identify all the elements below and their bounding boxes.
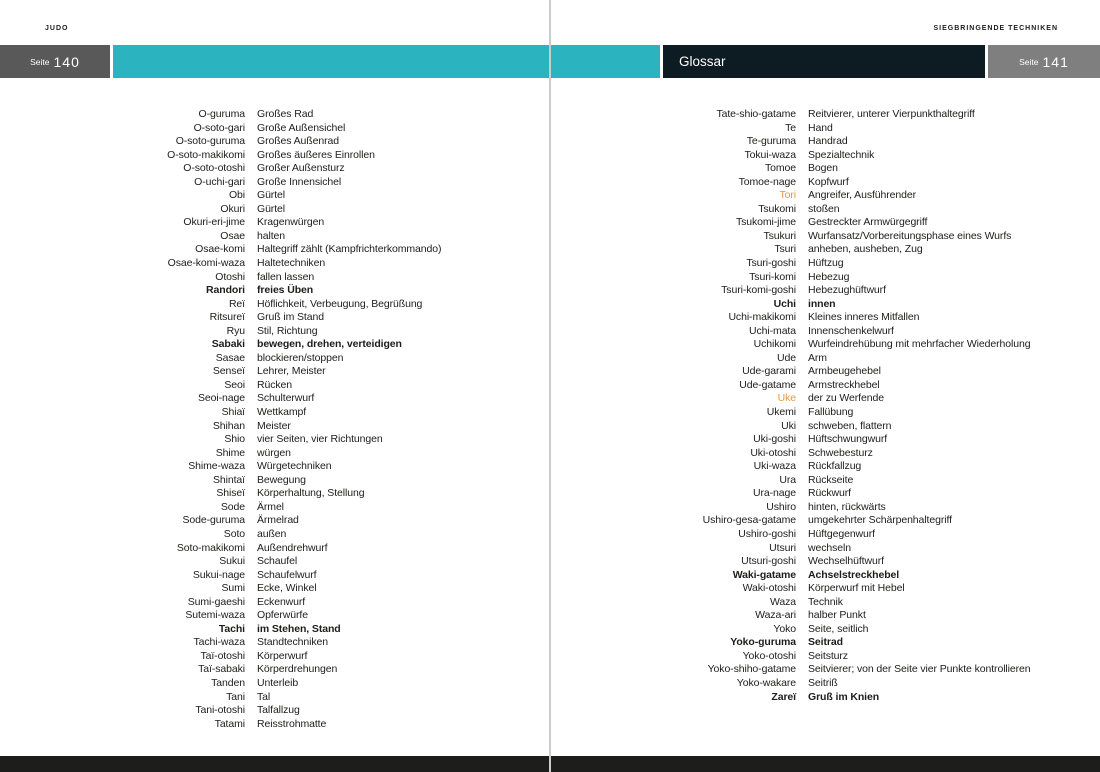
glossary-definition: Armbeugehebel [808,365,881,378]
glossary-row [0,108,545,122]
glossary-definition: Gruß im Knien [808,690,880,703]
glossary-term: Taï-sabaki [198,663,245,676]
glossary-definition: Schaufel [257,555,298,568]
glossary-term: Ura-nage [753,487,796,500]
glossary-term: Sukui [219,555,245,568]
glossary-row [0,718,545,732]
glossary-definition: Gürtel [257,189,285,202]
glossary-term: Uki-goshi [753,433,796,446]
glossary-term: Sukui-nage [192,568,245,581]
glossary-definition: Unterleib [257,676,299,689]
glossary-term: Ude [777,351,796,364]
glossary-definition: Gestreckter Armwürgegriff [808,216,928,229]
glossary-row [551,501,1096,515]
page-number-right: 141 [1042,53,1069,70]
glossary-definition: Technik [808,595,843,608]
glossary-row [551,528,1096,542]
glossary-definition: Ecke, Winkel [257,582,317,595]
glossary-term: Ushiro-goshi [738,527,796,540]
glossary-definition: Armstreckhebel [808,378,880,391]
glossary-definition: der zu Werfende [808,392,884,405]
glossary-definition: Seitvierer; von der Seite vier Punkte kontrollieren [808,663,1031,676]
glossary-definition: Würgetechniken [257,460,332,473]
glossary-term: Tsukomi [758,202,796,215]
glossary-term: Ude-garami [742,365,796,378]
glossary-term: Shiseï [216,487,245,500]
glossary-definition: würgen [257,446,291,459]
glossary-term: Shio [224,433,245,446]
glossary-definition: Fallübung [808,406,854,419]
glossary-definition: stoßen [808,202,840,215]
glossary-definition: Rückfallzug [808,460,862,473]
glossary-definition: Bewegung [257,473,306,486]
glossary-term: Okuri [220,202,245,215]
glossary-row [551,257,1096,271]
glossary-term: Yoko [773,622,796,635]
glossary-term: Te-guruma [746,135,796,148]
glossary-definition: Hüftgegenwurf [808,527,875,540]
glossary-term: Waza [769,595,796,608]
glossary-term: Shiaï [221,406,245,419]
glossary-row [0,149,545,163]
glossary-row [551,555,1096,569]
running-head-right: SIEGBRINGENDE TECHNIKEN [933,25,1058,32]
glossary-term: Waza-ari [755,609,796,622]
glossary-definition: blockieren/stoppen [257,351,344,364]
glossary-definition: Gruß im Stand [257,311,324,324]
glossary-term: Ushiro-gesa-gatame [702,514,796,527]
glossary-term: Tsukomi-jime [735,216,796,229]
glossary-definition: Innenschenkelwurf [808,324,894,337]
page-number-box-left [0,45,110,78]
glossary-term: Yoko-guruma [730,636,796,649]
glossary-row [551,176,1096,190]
glossary-definition: Spezialtechnik [808,148,875,161]
glossary-term: O-guruma [198,108,245,120]
glossary-row [0,162,545,176]
glossary-term: Uki-waza [753,460,796,473]
glossary-row [0,311,545,325]
glossary-term: Waki-otoshi [742,582,796,595]
glossary-term: Ushiro [766,500,796,513]
glossary-term: Uki-otoshi [750,446,796,459]
glossary-term: Tanden [211,676,245,689]
glossary-term: Ukemi [766,406,796,419]
glossary-term: Ura [779,473,796,486]
glossary-row [0,243,545,257]
glossary-row [0,663,545,677]
glossary-row [551,460,1096,474]
glossary-definition: umgekehrter Schärpenhaltegriff [808,514,952,527]
glossary-row [0,691,545,705]
glossary-row [0,338,545,352]
glossary-term: O-soto-guruma [175,135,245,148]
glossary-definition: Talfallzug [257,704,300,717]
glossary-row [551,149,1096,163]
glossary-term: Osae-komi-waza [167,257,245,270]
glossary-row [551,203,1096,217]
glossary-definition: Opferwürfe [257,609,308,622]
glossary-term: Tachi [218,622,245,635]
glossary-term: Uchikomi [753,338,796,351]
glossary-definition: halber Punkt [808,609,866,622]
glossary-definition: Schulterwurf [257,392,315,405]
glossary-definition: Hüftschwungwurf [808,433,888,446]
glossary-row [0,623,545,637]
glossary-definition: Ärmel [257,500,284,513]
glossary-definition: Wurfansatz/Vorbereitungsphase eines Wurfs [808,229,1012,242]
glossary-definition: Kleines inneres Mitfallen [808,311,920,324]
glossary-term: Sode [220,500,245,513]
glossary-row [551,677,1096,691]
glossary-term: Tomoe [764,162,796,175]
glossary-definition: Ärmelrad [257,514,299,527]
glossary-term: Sabaki [211,338,245,351]
glossary-term: Tomoe-nage [738,175,796,188]
glossary-term: Sode-guruma [182,514,245,527]
glossary-definition: außen [257,527,287,540]
glossary-definition: Reitvierer, unterer Vierpunkthaltegriff [808,108,975,120]
glossary-row [0,501,545,515]
glossary-row [551,663,1096,677]
glossary-definition: Körperhaltung, Stellung [257,487,365,500]
glossary-definition: bewegen, drehen, verteidigen [257,338,402,351]
glossary-definition: Seitriß [808,676,838,689]
glossary-definition: innen [808,297,836,310]
glossary-row [551,230,1096,244]
glossary-row [0,609,545,623]
glossary-definition: hinten, rückwärts [808,500,886,513]
glossary-definition: Reisstrohmatte [257,717,327,730]
page-label-left: Seite [30,56,50,67]
glossary-row [551,162,1096,176]
glossary-definition: Körperdrehungen [257,663,338,676]
glossary-definition: im Stehen, Stand [257,622,341,635]
glossary-term: Uke [777,392,796,405]
section-title-box [663,45,985,78]
glossary-term: Taï-otoshi [200,649,245,662]
glossary-term: Waki-gatame [732,568,796,581]
glossary-row [0,216,545,230]
glossary-row [551,542,1096,556]
glossary-row [0,122,545,136]
glossary-row [551,338,1096,352]
glossary-row [0,542,545,556]
glossary-row [551,243,1096,257]
glossary-row [551,406,1096,420]
glossary-row [0,352,545,366]
glossary-row [551,108,1096,122]
glossary-term: Senseï [212,365,245,378]
glossary-definition: Wurfeindrehübung mit mehrfacher Wiederholung [808,338,1031,351]
glossary-definition: Großes äußeres Einrollen [257,148,375,161]
glossary-row [0,230,545,244]
glossary-row [0,189,545,203]
glossary-row [551,392,1096,406]
glossary-definition: freies Üben [257,284,314,297]
glossary-row [551,325,1096,339]
glossary-row [0,447,545,461]
glossary-row [0,677,545,691]
glossary-row [0,257,545,271]
glossary-term: Sasae [215,351,245,364]
glossary-definition: Kopfwurf [808,175,849,188]
glossary-definition: Seitsturz [808,649,848,662]
glossary-definition: Haltegriff zählt (Kampfrichterkommando) [257,243,442,256]
glossary-row [0,514,545,528]
glossary-term: Reï [228,297,245,310]
glossary-row [0,271,545,285]
glossary-row [551,569,1096,583]
glossary-row [0,325,545,339]
glossary-term: Seoi-nage [198,392,245,405]
glossary-term: Uchi [773,297,796,310]
glossary-row [551,447,1096,461]
glossary-definition: Schwebesturz [808,446,873,459]
glossary-row [0,365,545,379]
glossary-definition: Kragenwürgen [257,216,325,229]
glossary-definition: Tal [257,690,271,703]
glossary-term: O-uchi-gari [194,175,245,188]
glossary-term: Randori [206,284,245,297]
glossary-row [0,392,545,406]
glossary-term: Otoshi [215,270,245,283]
glossary-term: O-soto-gari [193,121,245,134]
glossary-definition: Hebezughüftwurf [808,284,886,297]
glossary-row [0,704,545,718]
glossary-term: Shintaï [213,473,245,486]
glossary-definition: Körperwurf mit Hebel [808,582,905,595]
glossary-term: Yoko-wakare [736,676,796,689]
glossary-definition: Standtechniken [257,636,328,649]
glossary-definition: Bogen [808,162,838,175]
glossary-definition: Arm [808,351,827,364]
glossary-term: Soto [223,527,245,540]
glossary-definition: Wechselhüftwurf [808,555,884,568]
glossary-term: Ritsureï [209,311,245,324]
glossary-row [551,135,1096,149]
glossary-term: Yoko-shiho-gatame [707,663,796,676]
glossary-term: O-soto-otoshi [183,162,245,175]
glossary-definition: Seite, seitlich [808,622,869,635]
glossary-definition: Große Innensichel [257,175,342,188]
glossary-term: Sumi-gaeshi [187,595,245,608]
glossary-term: Tachi-waza [193,636,245,649]
section-title: Glossar [679,54,726,69]
glossary-row [0,636,545,650]
glossary-definition: Rückseite [808,473,854,486]
glossary-definition: Haltetechniken [257,257,326,270]
glossary-row [551,365,1096,379]
glossary-definition: Großes Außenrad [257,135,339,148]
glossary-definition: Angreifer, Ausführender [808,189,917,202]
glossary-row [0,569,545,583]
glossary-definition: Hebezug [808,270,850,283]
glossary-row [551,379,1096,393]
glossary-row [551,271,1096,285]
glossary-definition: Großer Außensturz [257,162,345,175]
glossary-row [551,284,1096,298]
glossary-definition: Stil, Richtung [257,324,318,337]
glossary-term: Obi [228,189,245,202]
teal-header-band [113,45,660,78]
glossary-term: Yoko-otoshi [742,649,796,662]
glossary-row [0,298,545,312]
glossary-row [551,298,1096,312]
glossary-term: Okuri-eri-jime [183,216,245,229]
glossary-term: Zareï [771,690,796,703]
glossary-term: O-soto-makikomi [167,148,245,161]
glossary-term: Uchi-mata [749,324,796,337]
glossary-term: Osae [220,229,245,242]
glossary-term: Shime [215,446,245,459]
glossary-term: Utsuri [769,541,796,554]
glossary-definition: Wettkampf [257,406,307,419]
glossary-term: Te [785,121,796,134]
glossary-row [551,352,1096,366]
glossary-row [551,311,1096,325]
glossary-row [0,433,545,447]
glossary-definition: Lehrer, Meister [257,365,326,378]
glossary-row [551,596,1096,610]
glossary-definition: Rückwurf [808,487,851,500]
glossary-row [551,636,1096,650]
glossary-term: Utsuri-goshi [741,555,796,568]
glossary-term: Tsuri [774,243,796,256]
glossary-term: Soto-makikomi [176,541,245,554]
glossary-definition: Außendrehwurf [257,541,328,554]
glossary-term: Shime-waza [188,460,245,473]
glossary-definition: Schaufelwurf [257,568,317,581]
page-number-left: 140 [53,53,80,70]
glossary-row [551,433,1096,447]
glossary-list-right [551,108,1096,704]
glossary-definition: Achselstreckhebel [808,568,900,581]
glossary-row [0,203,545,217]
glossary-term: Tate-shio-gatame [716,108,796,120]
glossary-term: Tokui-waza [744,148,796,161]
glossary-term: Tsuri-komi-goshi [721,284,796,297]
glossary-row [551,650,1096,664]
glossary-row [551,420,1096,434]
glossary-row [0,420,545,434]
glossary-definition: Körperwurf [257,649,308,662]
glossary-definition: anheben, ausheben, Zug [808,243,923,256]
glossary-row [0,650,545,664]
glossary-row [551,582,1096,596]
glossary-definition: schweben, flattern [808,419,892,432]
glossary-term: Shihan [212,419,245,432]
glossary-list-left [0,108,545,731]
page-gutter-divider [549,0,551,772]
glossary-term: Seoi [224,378,245,391]
glossary-row [551,474,1096,488]
glossary-row [0,284,545,298]
glossary-row [551,691,1096,705]
glossary-definition: Meister [257,419,291,432]
glossary-row [0,528,545,542]
glossary-row [551,487,1096,501]
glossary-term: Tori [779,189,796,202]
glossary-term: Tani-otoshi [195,704,245,717]
glossary-term: Sumi [221,582,245,595]
glossary-row [0,596,545,610]
glossary-term: Ude-gatame [739,378,796,391]
glossary-definition: vier Seiten, vier Richtungen [257,433,383,446]
glossary-term: Uki [781,419,796,432]
glossary-row [0,135,545,149]
glossary-term: Osae-komi [195,243,245,256]
glossary-row [551,216,1096,230]
glossary-definition: Rücken [257,378,293,391]
glossary-definition: Eckenwurf [257,595,306,608]
glossary-row [551,623,1096,637]
glossary-row [551,189,1096,203]
page-number-box-right [988,45,1100,78]
glossary-row [0,487,545,501]
glossary-row [551,609,1096,623]
glossary-term: Tani [226,690,245,703]
glossary-term: Tsukuri [763,229,796,242]
glossary-row [0,406,545,420]
glossary-definition: Hüftzug [808,257,844,270]
glossary-definition: wechseln [808,541,851,554]
glossary-row [0,460,545,474]
glossary-term: Sutemi-waza [185,609,245,622]
glossary-definition: Hand [808,121,833,134]
glossary-term: Uchi-makikomi [728,311,796,324]
glossary-row [0,379,545,393]
glossary-term: Ryu [226,324,245,337]
running-head-left: JUDO [45,25,69,32]
glossary-definition: Seitrad [808,636,843,649]
glossary-row [0,176,545,190]
glossary-row [551,514,1096,528]
glossary-term: Tsuri-goshi [746,257,796,270]
glossary-definition: fallen lassen [257,270,315,283]
page-label-right: Seite [1019,56,1039,67]
glossary-definition: halten [257,229,286,242]
glossary-definition: Handrad [808,135,848,148]
glossary-row [0,582,545,596]
glossary-definition: Großes Rad [257,108,314,120]
glossary-term: Tsuri-komi [749,270,796,283]
glossary-definition: Gürtel [257,202,285,215]
glossary-row [0,474,545,488]
glossary-definition: Höflichkeit, Verbeugung, Begrüßung [257,297,423,310]
glossary-row [0,555,545,569]
glossary-definition: Große Außensichel [257,121,346,134]
glossary-row [551,122,1096,136]
glossary-term: Tatami [214,717,245,730]
